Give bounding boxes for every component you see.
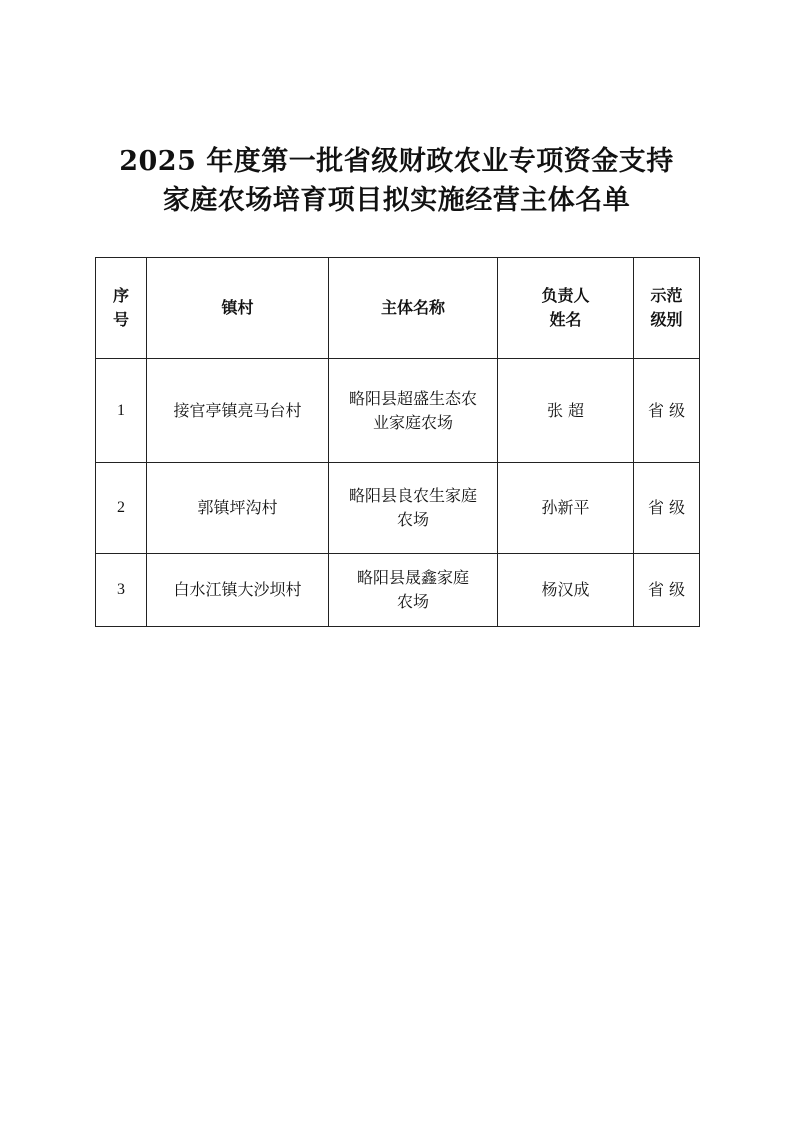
table-header-row xyxy=(96,258,700,359)
header-responsible-person: 负责人 姓名 xyxy=(498,258,634,359)
header-entity-name: 主体名称 xyxy=(329,258,498,359)
header-demo-level: 示范 级别 xyxy=(634,258,700,359)
cell-demo-level: 省 级 xyxy=(634,359,700,463)
header-village: 镇村 xyxy=(147,258,329,359)
cell-entity-name: 略阳县超盛生态农 业家庭农场 xyxy=(329,359,498,463)
cell-entity-name: 略阳县良农生家庭 农场 xyxy=(329,463,498,554)
cell-village: 接官亭镇亮马台村 xyxy=(147,359,329,463)
cell-entity-name: 略阳县晟鑫家庭 农场 xyxy=(329,554,498,627)
cell-responsible-person: 杨汉成 xyxy=(498,554,634,627)
header-seq: 序 号 xyxy=(96,258,147,359)
table-row xyxy=(96,359,700,463)
table-row xyxy=(96,554,700,627)
cell-demo-level: 省 级 xyxy=(634,463,700,554)
cell-seq: 2 xyxy=(96,463,147,554)
cell-seq: 3 xyxy=(96,554,147,627)
cell-seq: 1 xyxy=(96,359,147,463)
cell-village: 郭镇坪沟村 xyxy=(147,463,329,554)
document-title-line-1: 2025 年度第一批省级财政农业专项资金支持 xyxy=(119,146,674,177)
table-row xyxy=(96,463,700,554)
entity-list-table xyxy=(95,257,700,627)
cell-village: 白水江镇大沙坝村 xyxy=(147,554,329,627)
cell-demo-level: 省 级 xyxy=(634,554,700,627)
cell-responsible-person: 孙新平 xyxy=(498,463,634,554)
cell-responsible-person: 张 超 xyxy=(498,359,634,463)
document-title-line-2: 家庭农场培育项目拟实施经营主体名单 xyxy=(162,185,631,216)
